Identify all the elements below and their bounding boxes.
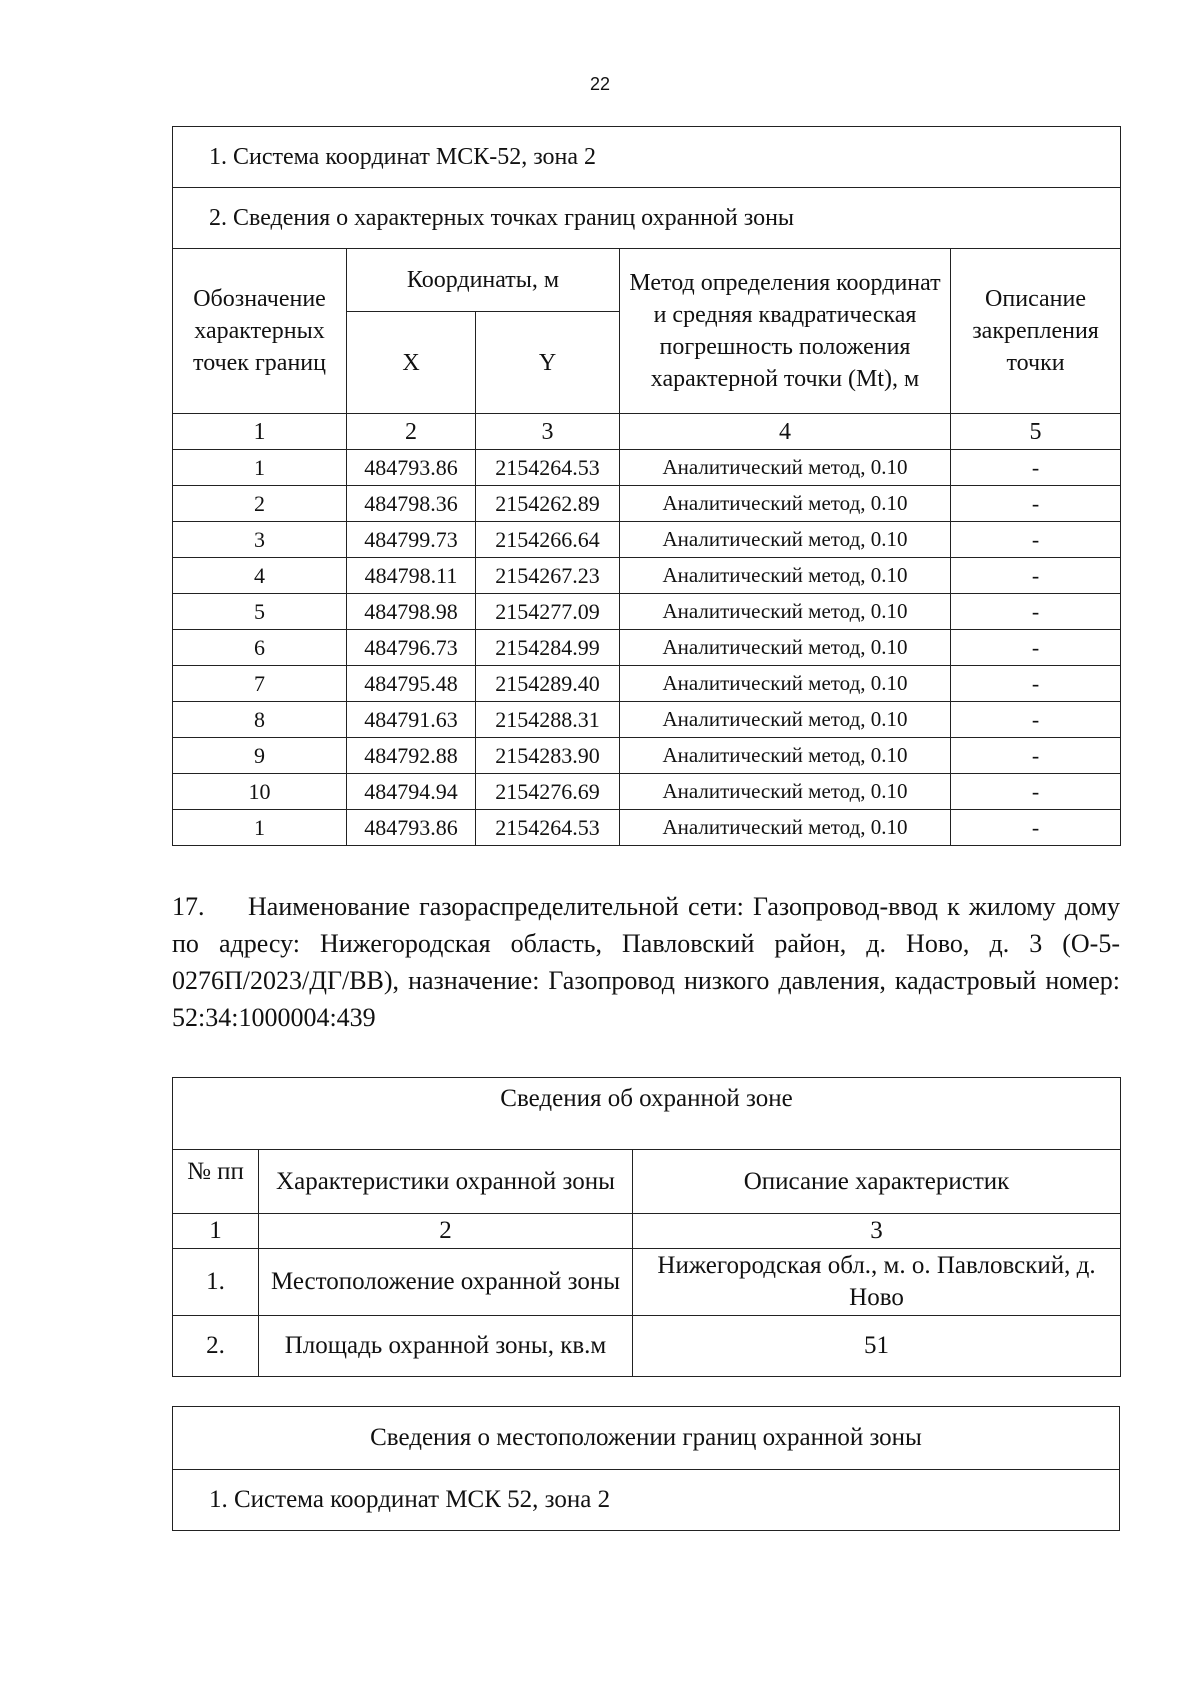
description-cell: 51: [633, 1316, 1121, 1377]
x-value: 484793.86: [347, 450, 476, 486]
header-fixing: Описание закрепления точки: [951, 249, 1121, 414]
fixing-value: -: [951, 522, 1121, 558]
point-number: 6: [173, 630, 347, 666]
y-value: 2154264.53: [476, 450, 620, 486]
column-number: 1: [173, 1214, 259, 1249]
header-y: Y: [476, 312, 620, 414]
fixing-value: -: [951, 450, 1121, 486]
fixing-value: -: [951, 630, 1121, 666]
x-value: 484793.86: [347, 810, 476, 846]
table-row: [173, 486, 1121, 522]
y-value: 2154276.69: [476, 774, 620, 810]
y-value: 2154288.31: [476, 702, 620, 738]
table-row: [173, 666, 1121, 702]
table-row: [173, 1249, 1121, 1316]
fixing-value: -: [951, 486, 1121, 522]
method-value: Аналитический метод, 0.10: [620, 486, 951, 522]
protection-zone-info-table: [172, 1077, 1121, 1377]
header-description: Описание характеристик: [633, 1150, 1121, 1214]
x-value: 484795.48: [347, 666, 476, 702]
header-x: X: [347, 312, 476, 414]
x-value: 484794.94: [347, 774, 476, 810]
header-coordinates: Координаты, м: [347, 249, 620, 312]
column-number: 1: [173, 414, 347, 450]
y-value: 2154289.40: [476, 666, 620, 702]
point-number: 1: [173, 810, 347, 846]
point-number: 4: [173, 558, 347, 594]
x-value: 484796.73: [347, 630, 476, 666]
fixing-value: -: [951, 738, 1121, 774]
y-value: 2154262.89: [476, 486, 620, 522]
characteristic-cell: Местоположение охранной зоны: [259, 1249, 633, 1316]
header-characteristic: Характеристики охранной зоны: [259, 1150, 633, 1214]
x-value: 484798.36: [347, 486, 476, 522]
table-row: [173, 1316, 1121, 1377]
fixing-value: -: [951, 558, 1121, 594]
y-value: 2154283.90: [476, 738, 620, 774]
point-number: 3: [173, 522, 347, 558]
y-value: 2154264.53: [476, 810, 620, 846]
method-value: Аналитический метод, 0.10: [620, 594, 951, 630]
column-number: 3: [476, 414, 620, 450]
paragraph-17: [172, 888, 1120, 1036]
fixing-value: -: [951, 774, 1121, 810]
table-title: Сведения об охранной зоне: [173, 1078, 1121, 1150]
table-row: [173, 450, 1121, 486]
method-value: Аналитический метод, 0.10: [620, 558, 951, 594]
point-number: 2: [173, 486, 347, 522]
header-method: Метод определения координат и средняя квадратическая погрешность положения характерной точки (Mt), м: [620, 249, 951, 414]
description-cell: Нижегородская обл., м. о. Павловский, д. Ново: [633, 1249, 1121, 1316]
point-number: 5: [173, 594, 347, 630]
boundary-location-table: [172, 1406, 1120, 1531]
method-value: Аналитический метод, 0.10: [620, 630, 951, 666]
table-row: [173, 774, 1121, 810]
x-value: 484798.11: [347, 558, 476, 594]
fixing-value: -: [951, 702, 1121, 738]
page-number: 22: [589, 74, 611, 94]
method-value: Аналитический метод, 0.10: [620, 450, 951, 486]
boundary-points-table: [172, 126, 1121, 846]
fixing-value: -: [951, 666, 1121, 702]
column-number: 2: [347, 414, 476, 450]
method-value: Аналитический метод, 0.10: [620, 738, 951, 774]
section-title: 2. Сведения о характерных точках границ охранной зоны: [173, 188, 1121, 249]
column-number: 3: [633, 1214, 1121, 1249]
y-value: 2154266.64: [476, 522, 620, 558]
y-value: 2154277.09: [476, 594, 620, 630]
table-row: [173, 630, 1121, 666]
fixing-value: -: [951, 594, 1121, 630]
coordinate-system-title: 1. Система координат МСК 52, зона 2: [173, 1470, 1120, 1531]
method-value: Аналитический метод, 0.10: [620, 810, 951, 846]
method-value: Аналитический метод, 0.10: [620, 774, 951, 810]
header-designation: Обозначение характерных точек границ: [173, 249, 347, 414]
y-value: 2154267.23: [476, 558, 620, 594]
row-number: 1.: [173, 1249, 259, 1316]
characteristic-cell: Площадь охранной зоны, кв.м: [259, 1316, 633, 1377]
point-number: 8: [173, 702, 347, 738]
table-title: Сведения о местоположении границ охранной зоны: [173, 1407, 1120, 1470]
point-number: 10: [173, 774, 347, 810]
table-row: [173, 702, 1121, 738]
x-value: 484799.73: [347, 522, 476, 558]
fixing-value: -: [951, 810, 1121, 846]
table-row: [173, 738, 1121, 774]
coordinate-system-title: 1. Система координат МСК-52, зона 2: [173, 127, 1121, 188]
row-number: 2.: [173, 1316, 259, 1377]
paragraph-text: Наименование газораспределительной сети: Газопровод-ввод к жилому дому по адресу: Нижегородская область, Павловский район, д. Ново, д. 3 (О-5-0276П/2023/ДГ/ВВ), назначение: Газопровод низкого давления, кадастровый номер: 52:34:1000004:439: [172, 892, 1120, 1032]
point-number: 7: [173, 666, 347, 702]
x-value: 484792.88: [347, 738, 476, 774]
column-number: 4: [620, 414, 951, 450]
x-value: 484798.98: [347, 594, 476, 630]
column-number: 5: [951, 414, 1121, 450]
table-row: [173, 594, 1121, 630]
table-row: [173, 558, 1121, 594]
x-value: 484791.63: [347, 702, 476, 738]
method-value: Аналитический метод, 0.10: [620, 666, 951, 702]
table-row: [173, 522, 1121, 558]
point-number: 1: [173, 450, 347, 486]
method-value: Аналитический метод, 0.10: [620, 702, 951, 738]
table-row: [173, 810, 1121, 846]
y-value: 2154284.99: [476, 630, 620, 666]
method-value: Аналитический метод, 0.10: [620, 522, 951, 558]
header-pp: № пп: [173, 1150, 259, 1214]
paragraph-number: 17.: [172, 892, 205, 921]
point-number: 9: [173, 738, 347, 774]
column-number: 2: [259, 1214, 633, 1249]
